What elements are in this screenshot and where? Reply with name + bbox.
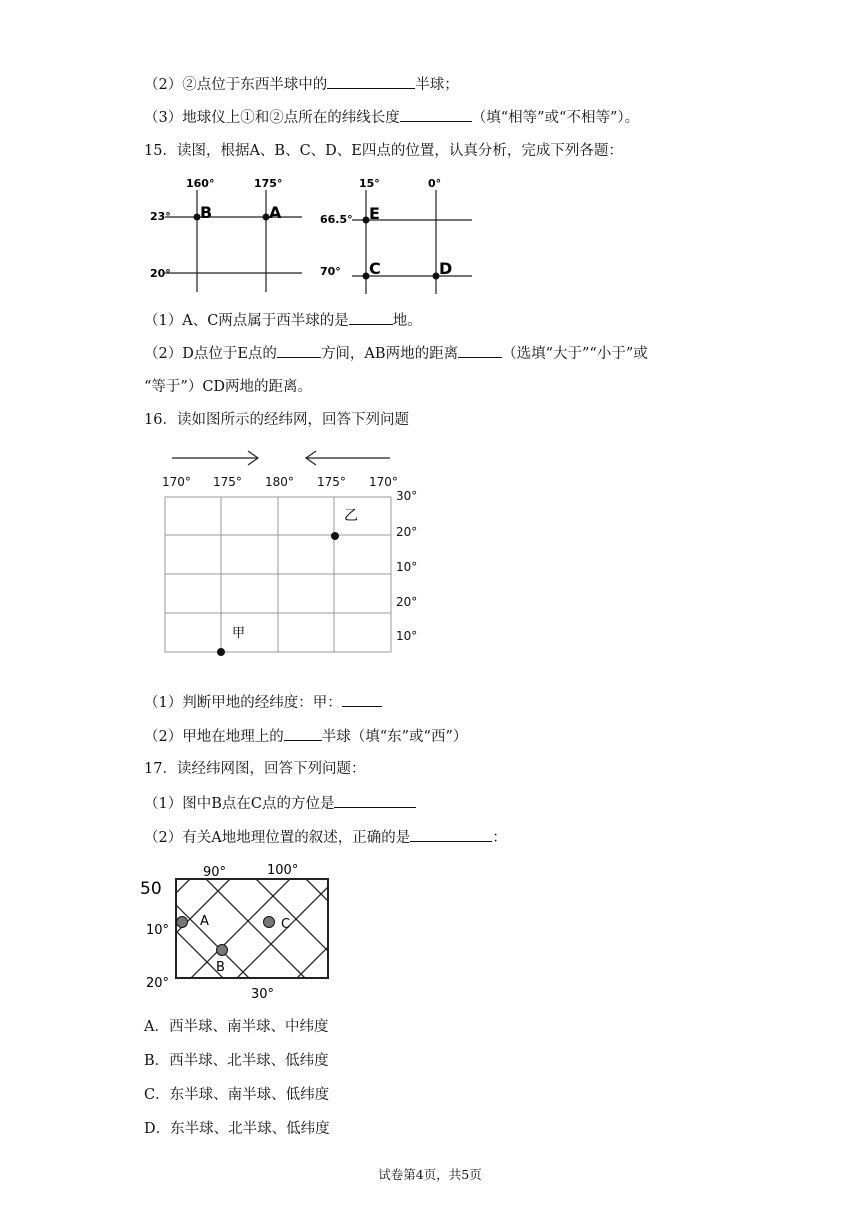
q15-lat-23: 23° bbox=[150, 210, 171, 223]
page-footer: 试卷第4页，共5页 bbox=[378, 1167, 482, 1182]
q17-lon-30: 30° bbox=[251, 987, 275, 1002]
option-b[interactable]: B．西半球、北半球、低纬度 bbox=[144, 1053, 329, 1069]
q15-item2-mid: 方间，AB两地的距离 bbox=[320, 346, 459, 362]
q16-lat-2: 20° bbox=[396, 525, 418, 539]
q15-item2-text: （2）D点位于E点的 bbox=[144, 346, 277, 362]
q17-lat-20: 20° bbox=[146, 976, 170, 991]
q17-item1 bbox=[144, 793, 416, 814]
q14-item3-text: （3）地球仪上①和②点所在的纬线长度 bbox=[144, 110, 400, 126]
point-c bbox=[264, 917, 275, 928]
point-jia bbox=[217, 648, 225, 656]
q15-lon-15: 15° bbox=[359, 177, 380, 190]
q15-item2-cont: “等于”）CD两地的距离。 bbox=[144, 379, 313, 395]
q16-lat-3: 10° bbox=[396, 560, 418, 574]
q17-corner-label: 50 bbox=[140, 879, 162, 899]
label-a: A bbox=[200, 914, 209, 929]
q15-item1 bbox=[144, 310, 422, 331]
q15-lon-160: 160° bbox=[186, 177, 215, 190]
q17-item2-text: （2）有关A地地理位置的叙述，正确的是 bbox=[144, 830, 411, 846]
q14-item3-tail: （填“相等”或“不相等”）。 bbox=[471, 110, 640, 126]
answer-blank[interactable] bbox=[277, 343, 321, 358]
answer-blank[interactable] bbox=[327, 74, 415, 89]
label-e: E bbox=[369, 204, 380, 223]
q15-item1-text: （1）A、C两点属于西半球的是 bbox=[144, 313, 349, 329]
q16-lat-5: 10° bbox=[396, 629, 418, 643]
q15-figure bbox=[140, 170, 480, 300]
answer-blank[interactable] bbox=[349, 310, 393, 325]
q16-lon-1: 170° bbox=[162, 475, 191, 489]
label-jia: 甲 bbox=[232, 626, 246, 641]
label-b: B bbox=[200, 203, 213, 222]
q16-lat-labels bbox=[396, 489, 417, 643]
q15-lon-175: 175° bbox=[254, 177, 283, 190]
q17-lon-100: 100° bbox=[267, 863, 299, 878]
answer-blank[interactable] bbox=[284, 726, 322, 741]
q16-item1-text: （1）判断甲地的经纬度：甲： bbox=[144, 695, 342, 711]
q14-item2 bbox=[144, 74, 459, 95]
q14-item3 bbox=[144, 107, 639, 128]
answer-blank[interactable] bbox=[334, 793, 416, 808]
q15-grid-left bbox=[165, 190, 302, 292]
q15-lat-70: 70° bbox=[320, 265, 341, 278]
label-a: A bbox=[269, 203, 282, 222]
q15-stem: 15．读图，根据A、B、C、D、E四点的位置，认真分析，完成下列各题： bbox=[144, 143, 623, 159]
answer-blank[interactable] bbox=[342, 692, 382, 707]
point-b bbox=[217, 945, 228, 956]
point-a bbox=[177, 917, 188, 928]
q16-lon-2: 175° bbox=[213, 475, 242, 489]
q17-stem: 17．读经纬网图，回答下列问题： bbox=[144, 761, 366, 777]
q16-item2-tail: 半球（填“东”或“西”） bbox=[321, 729, 468, 745]
q16-item1 bbox=[144, 692, 382, 713]
option-a[interactable]: A．西半球、南半球、中纬度 bbox=[144, 1019, 329, 1035]
answer-blank[interactable] bbox=[458, 343, 502, 358]
q14-item2-tail: 半球； bbox=[415, 77, 459, 93]
q16-lon-labels bbox=[162, 475, 398, 489]
q15-item2 bbox=[144, 343, 648, 364]
q16-item2 bbox=[144, 726, 467, 747]
q17-diagonal-grid bbox=[30, 839, 466, 1079]
q15-lon-0: 0° bbox=[428, 177, 442, 190]
q17-figure bbox=[140, 858, 340, 1003]
q17-lon-90: 90° bbox=[203, 865, 227, 880]
q17-item1-text: （1）图中B点在C点的方位是 bbox=[144, 796, 335, 812]
label-c: C bbox=[281, 917, 291, 932]
q16-arrows bbox=[172, 451, 390, 465]
label-yi: 乙 bbox=[344, 508, 358, 524]
q15-item2-tail: （选填“大于”“小于”或 bbox=[502, 346, 648, 362]
q15-item1-tail: 地。 bbox=[392, 313, 422, 329]
q16-figure bbox=[150, 440, 440, 665]
q16-lon-5: 170° bbox=[369, 475, 398, 489]
q17-lat-10: 10° bbox=[146, 923, 170, 938]
label-d: D bbox=[439, 259, 453, 278]
label-b: B bbox=[216, 960, 225, 975]
point-yi bbox=[331, 532, 339, 540]
q17-item2 bbox=[144, 827, 507, 848]
answer-blank[interactable] bbox=[400, 107, 472, 122]
q14-item2-text: （2）②点位于东西半球中的 bbox=[144, 77, 328, 93]
q15-lat-20: 20° bbox=[150, 267, 171, 280]
q16-stem: 16．读如图所示的经纬网，回答下列问题 bbox=[144, 412, 409, 428]
answer-blank[interactable] bbox=[410, 827, 492, 842]
option-c[interactable]: C．东半球、南半球、低纬度 bbox=[144, 1087, 330, 1103]
q16-lat-1: 30° bbox=[396, 489, 418, 503]
option-d[interactable]: D．东半球、北半球、低纬度 bbox=[144, 1121, 330, 1137]
q16-lon-4: 175° bbox=[317, 475, 346, 489]
q15-lat-66-5: 66.5° bbox=[320, 213, 353, 226]
q16-lat-4: 20° bbox=[396, 595, 418, 609]
q16-item2-text: （2）甲地在地理上的 bbox=[144, 729, 284, 745]
q16-lon-3: 180° bbox=[265, 475, 294, 489]
q17-item2-tail: ： bbox=[492, 830, 507, 846]
label-c: C bbox=[369, 259, 381, 278]
